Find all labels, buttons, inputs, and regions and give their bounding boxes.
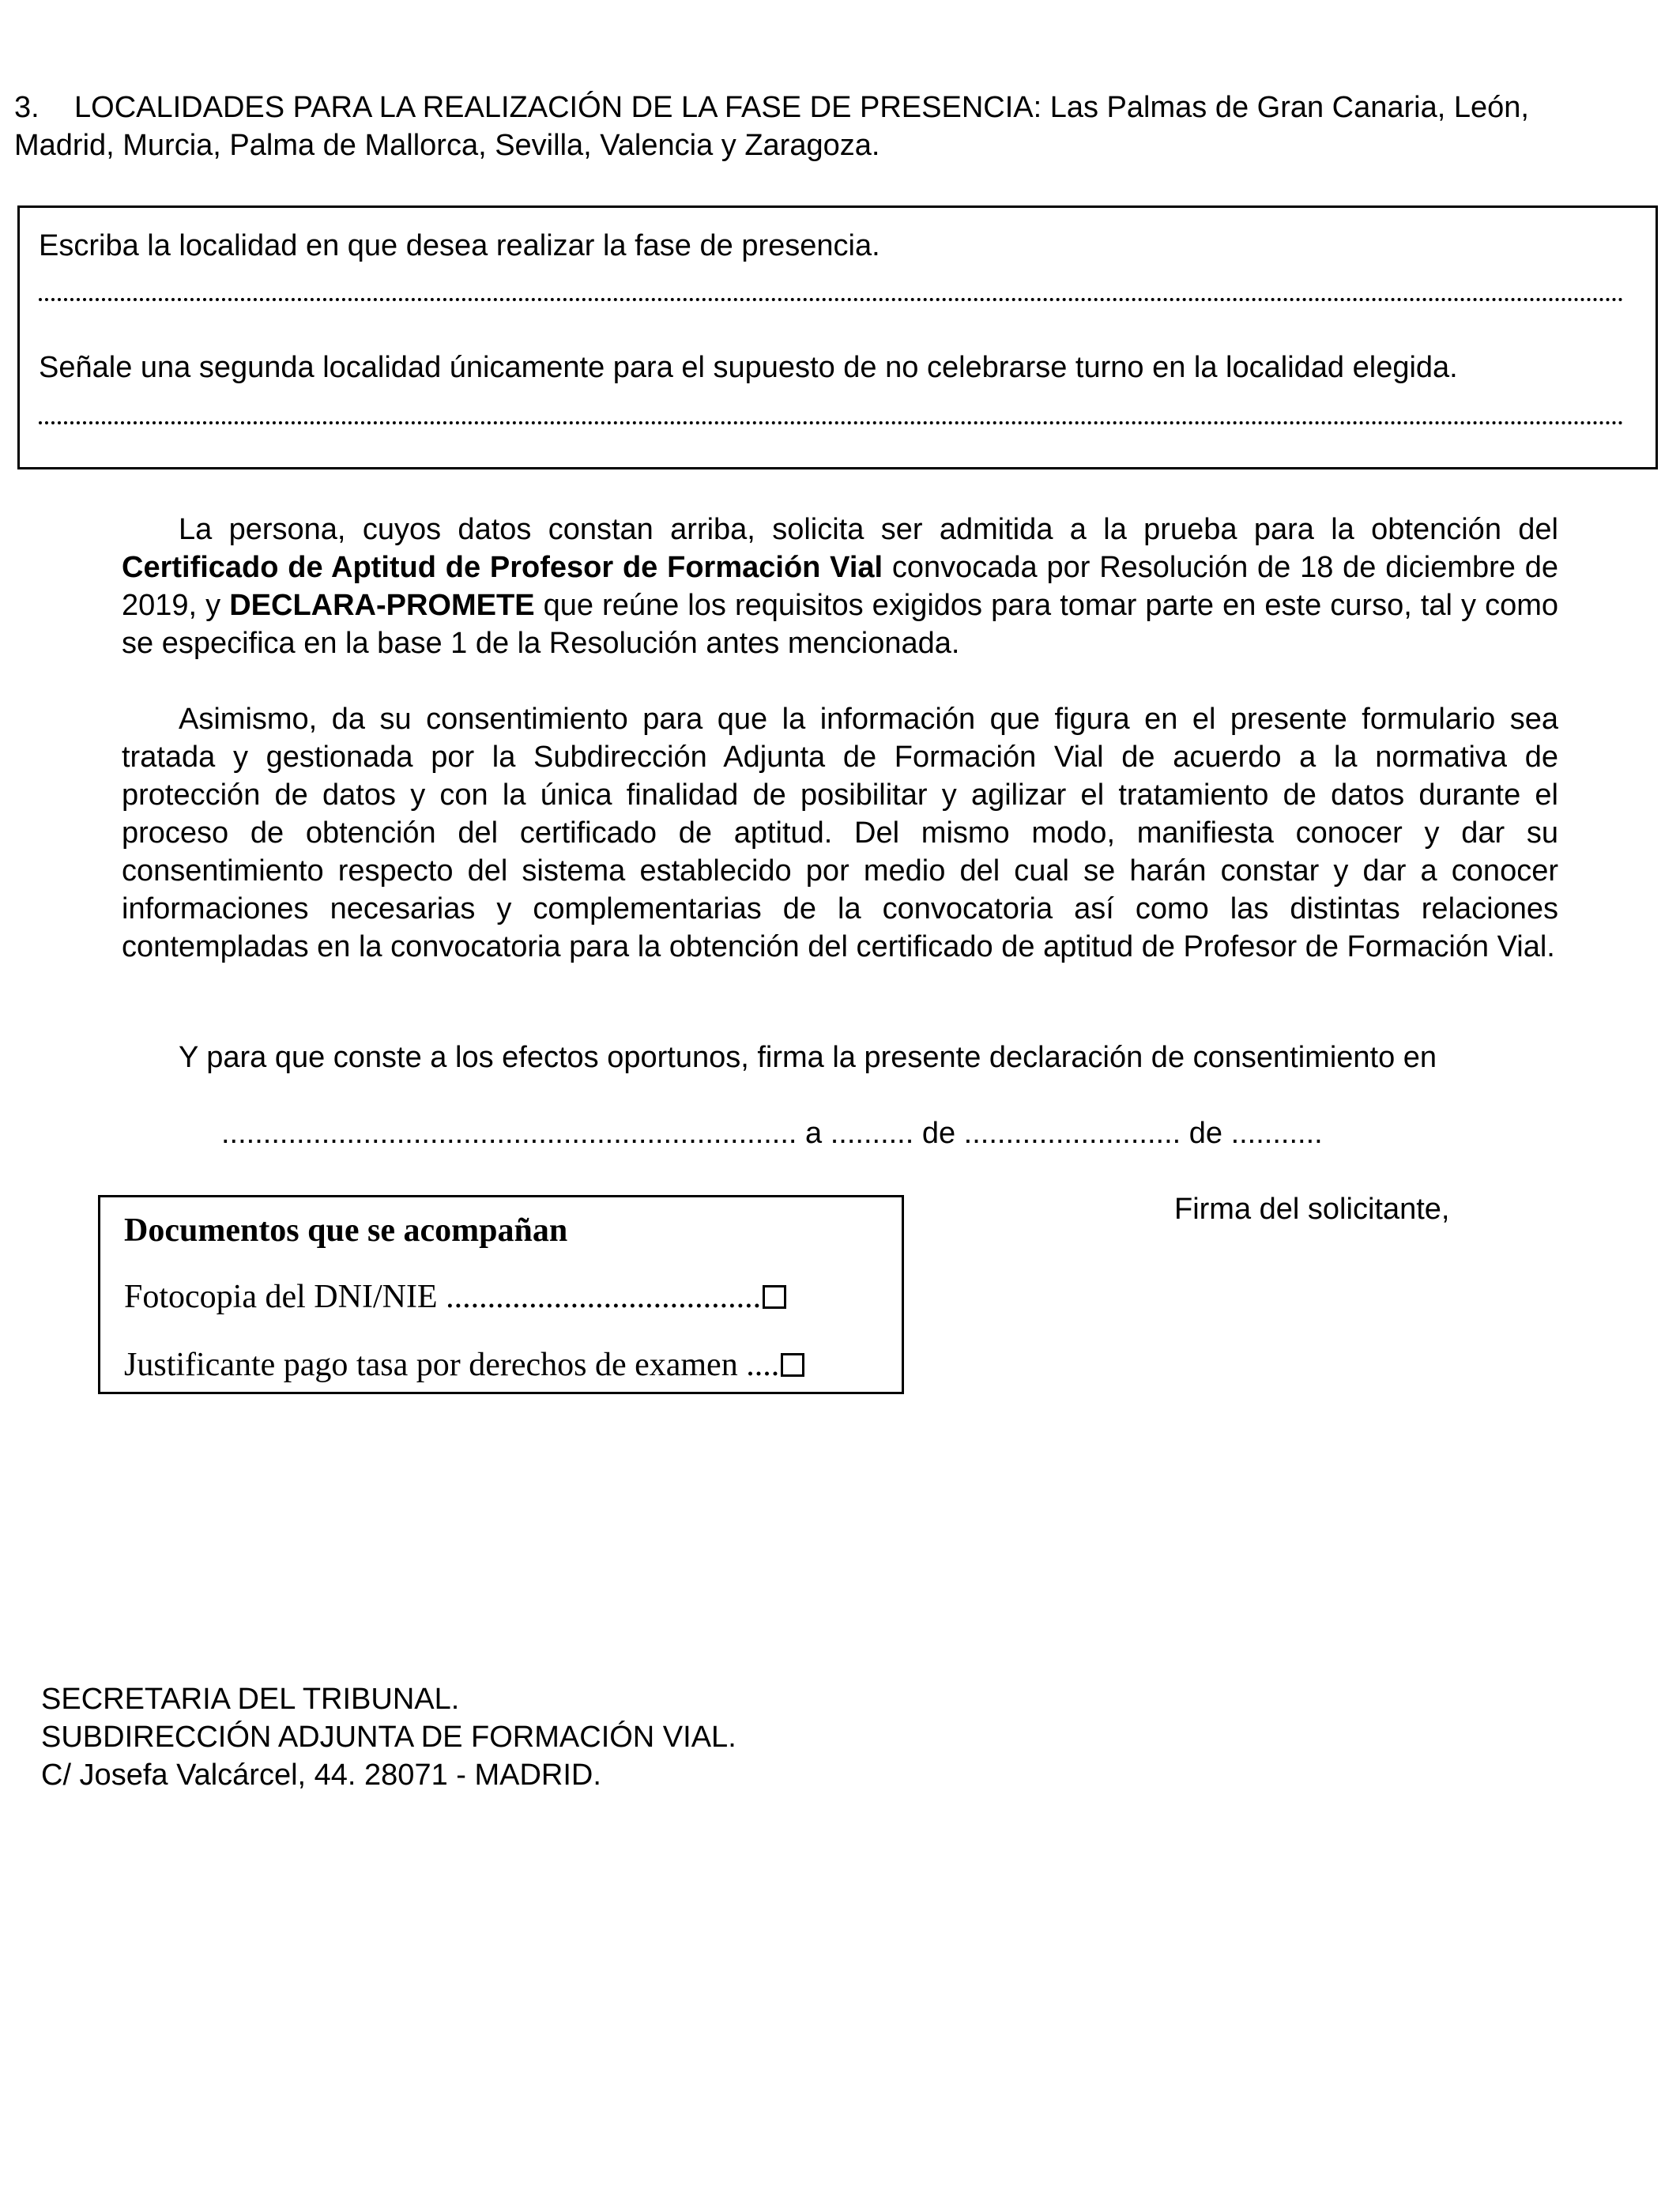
declaration-bold-promise: DECLARA-PROMETE [229,589,535,622]
dni-checkbox[interactable] [763,1285,786,1309]
locality-1-field[interactable] [39,292,1624,301]
document-item-fee-label: Justificante pago tasa por derechos de examen .... [124,1347,780,1383]
section-cities-line-1: Las Palmas de Gran Canaria, León, [1042,91,1529,124]
fee-checkbox[interactable] [781,1353,804,1377]
section-3-line-1 [14,89,1666,126]
declaration-text-1: La persona, cuyos datos constan arriba, solicita ser admitida a la prueba para la obtención del [179,513,1558,546]
place-date-field[interactable]: ..................................................................... a .......... de .......................... de ........... [221,1117,1323,1150]
section-heading: LOCALIDADES PARA LA REALIZACIÓN DE LA FASE DE PRESENCIA: [74,91,1042,124]
consent-text: Asimismo, da su consentimiento para que la información que figura en el presente formulario sea tratada y gestionada por la Subdirección Adjunta de Formación Vial de acuerdo a la normativa de protección de datos y con la única finalidad de posibilitar y agilizar el tratamiento de datos durante el proceso de obtención del certificado de aptitud. Del mismo modo, manifiesta conocer y dar su consentimiento respecto del sistema establecido por medio del cual se harán constar y dar a conocer informaciones necesarias y complementarias de la convocatoria así como las distintas relaciones contempladas en la convocatoria para la obtención del certificado de aptitud de Profesor de Formación Vial. [122,703,1558,963]
section-3-localities [14,89,1666,164]
locality-2-field[interactable] [39,415,1624,424]
signature-statement [122,1039,1558,1076]
declaration-bold-certificate: Certificado de Aptitud de Profesor de Formación Vial [122,551,883,584]
signature-label: Firma del solicitante, [1174,1193,1450,1226]
locality-prompt-2: Señale una segunda localidad únicamente para el supuesto de no celebrarse turno en la localidad elegida. [39,351,1458,384]
consent-paragraph [122,700,1558,966]
address-block [41,1680,736,1794]
address-line-2: SUBDIRECCIÓN ADJUNTA DE FORMACIÓN VIAL. [41,1721,736,1754]
address-line-3: C/ Josefa Valcárcel, 44. 28071 - MADRID. [41,1759,601,1792]
locality-prompt-1: Escriba la localidad en que desea realizar la fase de presencia. [39,229,880,262]
declaration-text-3: que reúne los requisitos exigidos para tomar parte en este curso, tal y como se especifica en la base 1 de la Resolución antes mencionada. [122,589,1558,660]
documents-box [98,1195,904,1394]
declaration-text-2: convocada por Resolución de 18 de diciembre de 2019, y [122,551,1558,622]
section-cities-line-2: Madrid, Murcia, Palma de Mallorca, Sevilla, Valencia y Zaragoza. [14,129,880,162]
address-line-1: SECRETARIA DEL TRIBUNAL. [41,1683,460,1716]
document-item-dni [124,1276,786,1318]
signature-statement-text: Y para que conste a los efectos oportunos, firma la presente declaración de consentimiento en [179,1041,1437,1074]
documents-title: Documentos que se acompañan [124,1212,568,1249]
section-number: 3. [14,91,40,124]
document-item-dni-label: Fotocopia del DNI/NIE ...................................... [124,1279,762,1315]
document-item-fee [124,1344,804,1385]
declaration-paragraph [122,511,1558,662]
locality-box [17,205,1658,469]
